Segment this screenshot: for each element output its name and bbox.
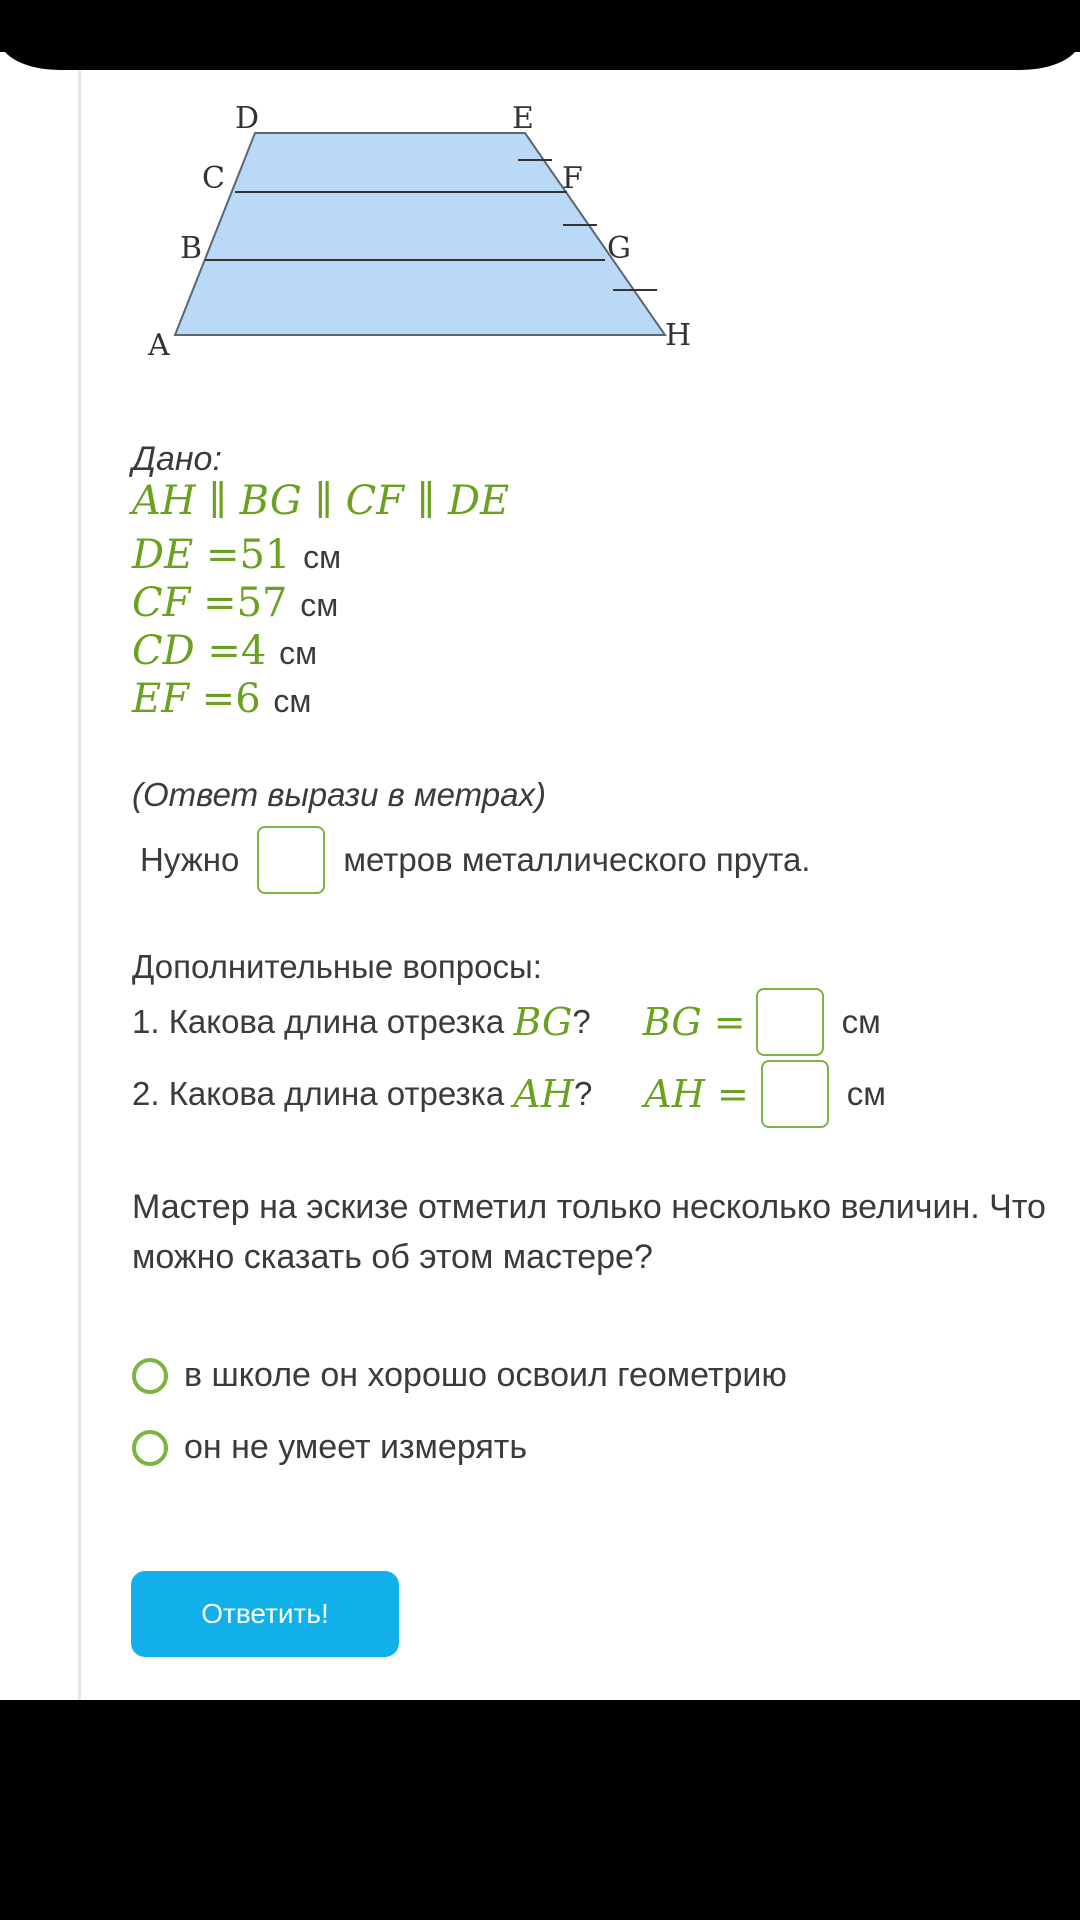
label-e: E	[512, 101, 534, 136]
master-question: Мастер на эскизе отметил только несколько величин. Что можно сказать об этом мастере?	[132, 1188, 1046, 1276]
top-mask	[0, 0, 1080, 70]
given-line-cf: CF =57 см	[132, 580, 339, 626]
label-h: H	[665, 318, 692, 353]
given-parallel: AH ∥ BG ∥ CF ∥ DE	[132, 478, 510, 524]
radio-circle-icon[interactable]	[132, 1358, 168, 1394]
option-geometry[interactable]	[132, 1356, 787, 1395]
extra-questions-title: Дополнительные вопросы:	[132, 948, 542, 985]
label-b: B	[180, 231, 203, 266]
option-label: в школе он хорошо освоил геометрию	[184, 1356, 787, 1394]
question-ah: 2. Какова длина отрезка AH ? AH = см	[132, 1060, 886, 1128]
label-f: F	[562, 161, 583, 196]
answer-hint: (Ответ вырази в метрах)	[132, 776, 546, 813]
label-g: G	[607, 231, 631, 266]
option-label: он не умеет измерять	[184, 1428, 528, 1466]
question-bg: 1. Какова длина отрезка BG ? BG = см	[132, 988, 881, 1056]
bottom-mask	[0, 1700, 1080, 1920]
given-label: Дано:	[132, 440, 222, 478]
given-line-ef: EF =6 см	[132, 676, 312, 722]
trapezoid-diagram	[130, 80, 730, 380]
option-cannot-measure[interactable]	[132, 1428, 527, 1467]
label-c: C	[202, 161, 225, 196]
label-a: A	[148, 328, 170, 363]
submit-button[interactable]: Ответить!	[131, 1571, 399, 1657]
answer-meters-input[interactable]	[257, 826, 325, 894]
given-line-cd: CD =4 см	[132, 628, 318, 674]
answer-after: метров металлического прута.	[343, 841, 811, 878]
given-line-de: DE =51 см	[132, 532, 342, 578]
label-d: D	[235, 101, 260, 136]
radio-circle-icon[interactable]	[132, 1430, 168, 1466]
answer-row	[140, 826, 810, 894]
left-divider	[78, 60, 81, 1700]
bg-input[interactable]	[756, 988, 824, 1056]
trapezoid-shape	[175, 133, 665, 335]
ah-input[interactable]	[761, 1060, 829, 1128]
answer-before: Нужно	[140, 841, 240, 878]
